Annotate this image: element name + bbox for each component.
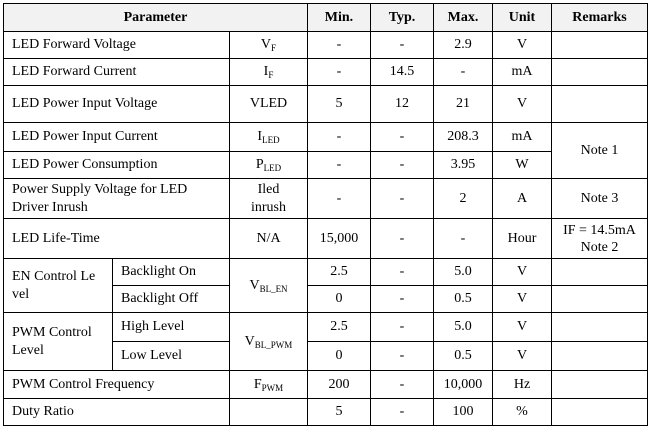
min-value: -	[308, 123, 371, 152]
param-symbol: $V_{BL\_PWM}$	[230, 313, 308, 371]
param-symbol: $V_F$	[230, 32, 308, 59]
param-name: LED Forward Voltage	[4, 32, 230, 59]
header-unit: Unit	[493, 4, 552, 32]
typ-value: -	[371, 123, 434, 152]
max-value: 10,000	[434, 371, 493, 399]
unit-value: Hz	[493, 371, 552, 399]
max-value: 100	[434, 399, 493, 426]
header-typ: Typ.	[371, 4, 434, 32]
param-symbol: Iled inrush	[230, 179, 308, 219]
table-row	[4, 86, 648, 123]
param-name: LED Power Consumption	[4, 152, 230, 179]
max-value: 21	[434, 86, 493, 123]
header-row	[4, 4, 648, 32]
typ-value: -	[371, 32, 434, 59]
table-row	[4, 32, 648, 59]
header-remarks: Remarks	[552, 4, 648, 32]
unit-value: V	[493, 313, 552, 342]
max-value: 5.0	[434, 313, 493, 342]
remarks-value	[552, 313, 648, 342]
table-row	[4, 179, 648, 219]
param-name: EN Control Le vel	[4, 259, 113, 313]
remarks-value: Note 1	[552, 123, 648, 179]
min-value: 0	[308, 342, 371, 371]
min-value: -	[308, 59, 371, 86]
unit-value: %	[493, 399, 552, 426]
param-symbol: $I_F$	[230, 59, 308, 86]
table-row	[4, 259, 648, 286]
min-value: -	[308, 152, 371, 179]
remarks-value: IF = 14.5mA Note 2	[552, 219, 648, 259]
param-name: Power Supply Voltage for LED Driver Inrush	[4, 179, 230, 219]
param-symbol: $P_{LED}$	[230, 152, 308, 179]
unit-value: mA	[493, 59, 552, 86]
typ-value: 12	[371, 86, 434, 123]
table-row	[4, 371, 648, 399]
sub-param-name: Backlight Off	[113, 286, 230, 313]
param-symbol: $V_{BL\_EN}$	[230, 259, 308, 313]
typ-value: -	[371, 371, 434, 399]
min-value: 2.5	[308, 313, 371, 342]
min-value: 2.5	[308, 259, 371, 286]
param-symbol: N/A	[230, 219, 308, 259]
max-value: 2	[434, 179, 493, 219]
min-value: 5	[308, 86, 371, 123]
typ-value: -	[371, 259, 434, 286]
param-name: LED Power Input Voltage	[4, 86, 230, 123]
sub-param-name: Backlight On	[113, 259, 230, 286]
sub-param-name: High Level	[113, 313, 230, 342]
header-min: Min.	[308, 4, 371, 32]
unit-value: A	[493, 179, 552, 219]
table-row	[4, 123, 648, 152]
max-value: 0.5	[434, 286, 493, 313]
unit-value: V	[493, 342, 552, 371]
unit-value: mA	[493, 123, 552, 152]
table-row	[4, 399, 648, 426]
sub-param-name: Low Level	[113, 342, 230, 371]
param-name: PWM Control Frequency	[4, 371, 230, 399]
remarks-value	[552, 371, 648, 399]
typ-value: -	[371, 399, 434, 426]
table-row	[4, 59, 648, 86]
remarks-value	[552, 59, 648, 86]
typ-value: -	[371, 152, 434, 179]
remarks-value	[552, 286, 648, 313]
header-parameter: Parameter	[4, 4, 308, 32]
unit-value: V	[493, 259, 552, 286]
spec-table-container	[3, 3, 648, 426]
min-value: 200	[308, 371, 371, 399]
remarks-value	[552, 259, 648, 286]
min-value: 15,000	[308, 219, 371, 259]
header-max: Max.	[434, 4, 493, 32]
remarks-value: Note 3	[552, 179, 648, 219]
unit-value: V	[493, 32, 552, 59]
min-value: -	[308, 179, 371, 219]
min-value: -	[308, 32, 371, 59]
remarks-value	[552, 32, 648, 59]
remarks-value	[552, 342, 648, 371]
max-value: 3.95	[434, 152, 493, 179]
param-name: LED Forward Current	[4, 59, 230, 86]
typ-value: -	[371, 179, 434, 219]
remarks-value	[552, 399, 648, 426]
max-value: 2.9	[434, 32, 493, 59]
param-symbol: VLED	[230, 86, 308, 123]
param-symbol: $I_{LED}$	[230, 123, 308, 152]
typ-value: -	[371, 342, 434, 371]
param-name: Duty Ratio	[4, 399, 230, 426]
max-value: -	[434, 59, 493, 86]
param-name: PWM Control Level	[4, 313, 113, 371]
max-value: 0.5	[434, 342, 493, 371]
unit-value: Hour	[493, 219, 552, 259]
table-row	[4, 219, 648, 259]
typ-value: -	[371, 286, 434, 313]
typ-value: -	[371, 219, 434, 259]
remarks-value	[552, 86, 648, 123]
param-name: LED Power Input Current	[4, 123, 230, 152]
unit-value: V	[493, 86, 552, 123]
min-value: 0	[308, 286, 371, 313]
typ-value: 14.5	[371, 59, 434, 86]
param-symbol: $F_{PWM}$	[230, 371, 308, 399]
table-row	[4, 152, 648, 179]
unit-value: V	[493, 286, 552, 313]
min-value: 5	[308, 399, 371, 426]
typ-value: -	[371, 313, 434, 342]
table-row	[4, 313, 648, 342]
param-name: LED Life-Time	[4, 219, 230, 259]
unit-value: W	[493, 152, 552, 179]
param-symbol	[230, 399, 308, 426]
max-value: -	[434, 219, 493, 259]
max-value: 5.0	[434, 259, 493, 286]
max-value: 208.3	[434, 123, 493, 152]
led-spec-table	[3, 3, 648, 426]
